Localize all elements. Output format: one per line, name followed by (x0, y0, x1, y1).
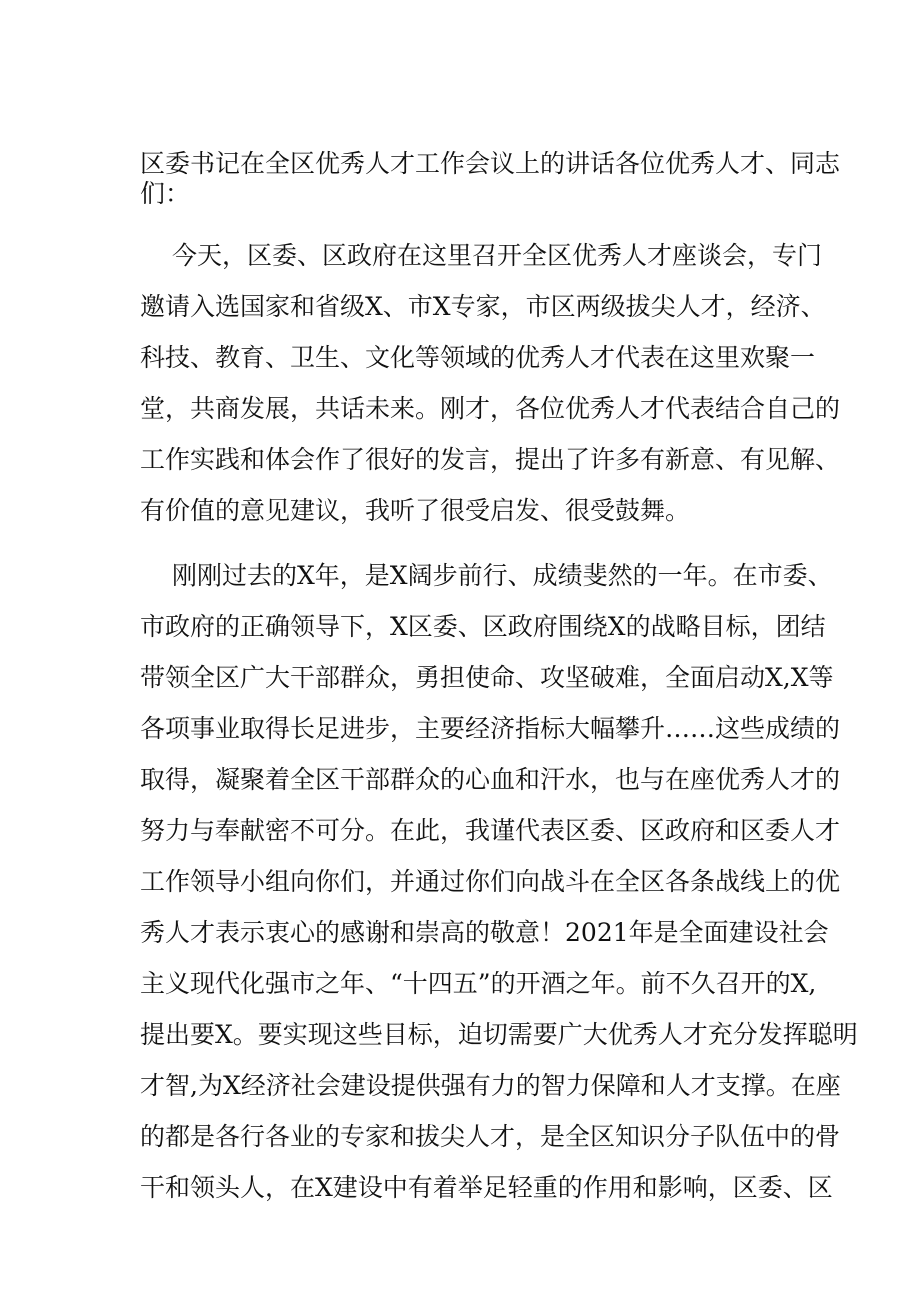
paragraph-2-line: 提出要X。要实现这些目标，迫切需要广大优秀人才充分发挥聪明 (140, 1020, 858, 1049)
paragraph-2-line: 才智,为X经济社会建设提供强有力的智力保障和人才支撑。在座 (140, 1071, 841, 1100)
paragraph-1-line: 堂，共商发展，共话未来。刚才，各位优秀人才代表结合自己的 (140, 394, 841, 423)
paragraph-2-line: 取得，凝聚着全区干部群众的心血和汗水，也与在座优秀人才的 (140, 765, 841, 794)
paragraph-1-line: 邀请入选国家和省级X、市X专家，市区两级拔尖人才，经济、 (140, 292, 826, 321)
paragraph-1-line: 科技、教育、卫生、文化等领域的优秀人才代表在这里欢聚一 (140, 343, 816, 372)
paragraph-2-line: 各项事业取得长足进步，主要经济指标大幅攀升……这些成绩的 (140, 714, 841, 743)
paragraph-2-line: 主义现代化强市之年、“十四五”的开酒之年。前不久召开的X, (140, 969, 817, 998)
title-line-2: 们： (140, 179, 191, 208)
title-line-1: 区委书记在全区优秀人才工作会议上的讲话各位优秀人才、同志 (140, 149, 841, 178)
paragraph-2-line: 工作领导小组向你们，并通过你们向战斗在全区各条战线上的优 (140, 867, 841, 896)
paragraph-2-line: 刚刚过去的X年，是X阔步前行、成绩斐然的一年。在市委、 (172, 561, 833, 590)
paragraph-2-line: 的都是各行各业的专家和拔尖人才，是全区知识分子队伍中的骨 (140, 1122, 841, 1151)
paragraph-1-line: 今天，区委、区政府在这里召开全区优秀人才座谈会，专门 (172, 241, 823, 270)
paragraph-1-line: 工作实践和体会作了很好的发言，提出了许多有新意、有见解、 (140, 445, 841, 474)
paragraph-2-line: 带领全区广大干部群众，勇担使命、攻坚破难，全面启动X,X等 (140, 663, 834, 692)
paragraph-1-line: 有价值的意见建议，我听了很受启发、很受鼓舞。 (140, 496, 691, 525)
paragraph-2-line: 努力与奉献密不可分。在此，我谨代表区委、区政府和区委人才 (140, 816, 841, 845)
paragraph-2-line: 干和领头人，在X建设中有着举足轻重的作用和影响，区委、区 (140, 1173, 833, 1202)
paragraph-2-line: 秀人才表示衷心的感谢和崇高的敬意！2021年是全面建设社会 (140, 918, 829, 947)
paragraph-2-line: 市政府的正确领导下，X区委、区政府围绕X的战略目标，团结 (140, 612, 826, 641)
